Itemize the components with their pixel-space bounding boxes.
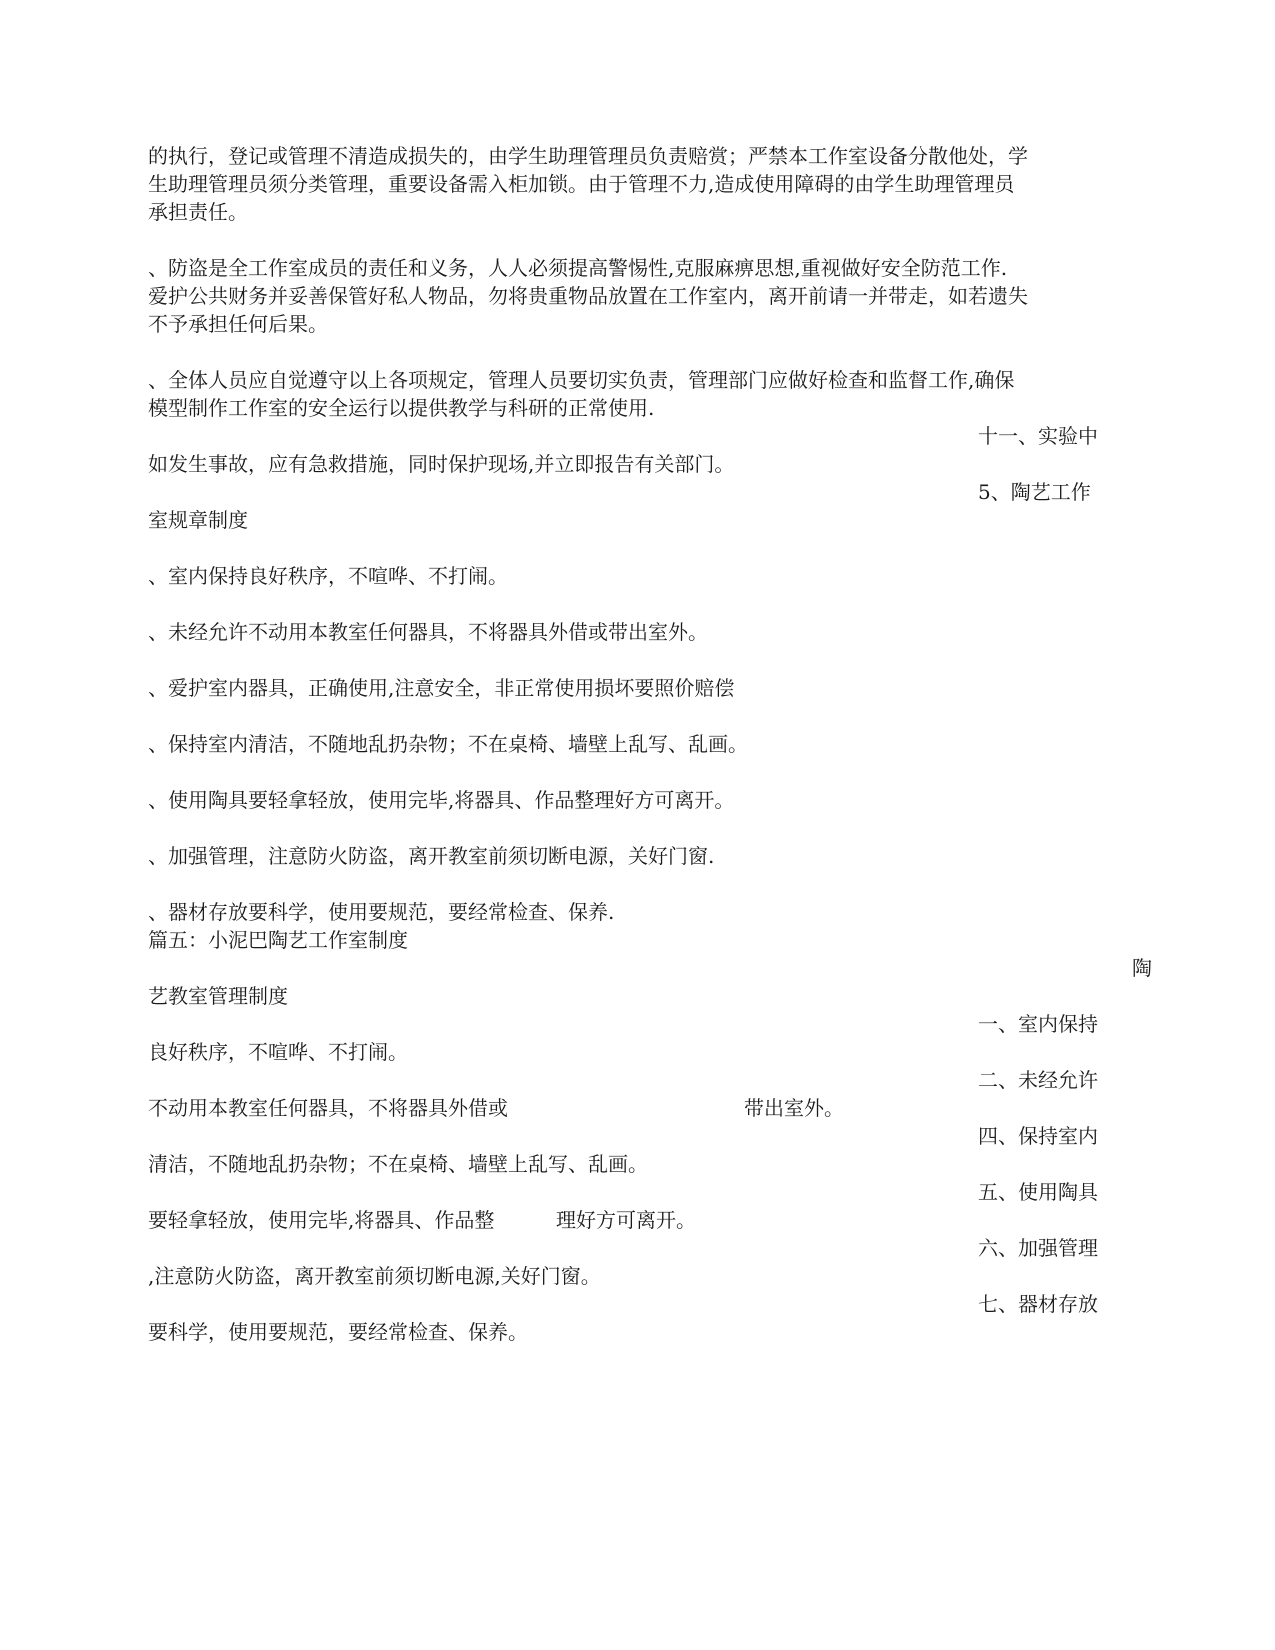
right-heading-4: 四、保持室内 bbox=[978, 1124, 1098, 1148]
text-line: 爱护公共财务并妥善保管好私人物品，勿将贵重物品放置在工作室内，离开前请一并带走，如若遗失 bbox=[148, 284, 1028, 308]
rule-text-5a: 要轻拿轻放，使用完毕,将器具、作品整 bbox=[148, 1208, 495, 1232]
rule-text-2a: 不动用本教室任何器具，不将器具外借或 bbox=[148, 1096, 508, 1120]
rule-item: 、爱护室内器具，正确使用,注意安全，非正常使用损坏要照价赔偿 bbox=[148, 676, 735, 700]
text-line: 不予承担任何后果。 bbox=[148, 312, 328, 336]
rules-title: 室规章制度 bbox=[148, 508, 248, 532]
right-heading-7: 七、器材存放 bbox=[978, 1292, 1098, 1316]
rule-text-5b: 理好方可离开。 bbox=[556, 1208, 696, 1232]
accident-line: 如发生事故，应有急救措施，同时保护现场,并立即报告有关部门。 bbox=[148, 452, 735, 476]
right-heading-pottery: 5、陶艺工作 bbox=[978, 480, 1091, 504]
right-char-tao: 陶 bbox=[1132, 956, 1152, 980]
rule-item: 、室内保持良好秩序，不喧哗、不打闹。 bbox=[148, 564, 508, 588]
right-heading-2: 二、未经允许 bbox=[978, 1068, 1098, 1092]
rule-item: 、未经允许不动用本教室任何器具，不将器具外借或带出室外。 bbox=[148, 620, 708, 644]
paragraph-equipment-responsibility bbox=[148, 142, 1108, 226]
right-heading-5: 五、使用陶具 bbox=[978, 1180, 1098, 1204]
rule-item: 、加强管理，注意防火防盗，离开教室前须切断电源，关好门窗. bbox=[148, 844, 715, 868]
rule-text-1: 良好秩序，不喧哗、不打闹。 bbox=[148, 1040, 408, 1064]
management-title: 艺教室管理制度 bbox=[148, 984, 288, 1008]
rule-item: 、器材存放要科学，使用要规范，要经常检查、保养. bbox=[148, 900, 615, 924]
paragraph-anti-theft bbox=[148, 254, 1108, 338]
text-line: 模型制作工作室的安全运行以提供教学与科研的正常使用. bbox=[148, 396, 655, 420]
text-line: 承担责任。 bbox=[148, 200, 248, 224]
chapter-heading: 篇五：小泥巴陶艺工作室制度 bbox=[148, 928, 408, 952]
rule-text-4: 清洁，不随地乱扔杂物；不在桌椅、墙壁上乱写、乱画。 bbox=[148, 1152, 648, 1176]
rule-text-7: 要科学，使用要规范，要经常检查、保养。 bbox=[148, 1320, 528, 1344]
text-line: 生助理管理员须分类管理，重要设备需入柜加锁。由于管理不力,造成使用障碍的由学生助理管理员 bbox=[148, 172, 1015, 196]
text-line: 、全体人员应自觉遵守以上各项规定，管理人员要切实负责，管理部门应做好检查和监督工作,确保 bbox=[148, 368, 1015, 392]
right-heading-6: 六、加强管理 bbox=[978, 1236, 1098, 1260]
paragraph-compliance bbox=[148, 366, 1108, 422]
text-line: 的执行，登记或管理不清造成损失的，由学生助理管理员负责赔赏；严禁本工作室设备分散他处，学 bbox=[148, 144, 1028, 168]
rule-item: 、保持室内清洁，不随地乱扔杂物；不在桌椅、墙壁上乱写、乱画。 bbox=[148, 732, 748, 756]
rule-text-6: ,注意防火防盗，离开教室前须切断电源,关好门窗。 bbox=[148, 1264, 601, 1288]
rule-item: 、使用陶具要轻拿轻放，使用完毕,将器具、作品整理好方可离开。 bbox=[148, 788, 735, 812]
right-heading-experiment: 十一、实验中 bbox=[978, 424, 1098, 448]
rule-text-2b: 带出室外。 bbox=[744, 1096, 844, 1120]
text-line: 、防盗是全工作室成员的责任和义务，人人必须提高警惕性,克服麻痹思想,重视做好安全防范工作. bbox=[148, 256, 1008, 280]
right-heading-1: 一、室内保持 bbox=[978, 1012, 1098, 1036]
